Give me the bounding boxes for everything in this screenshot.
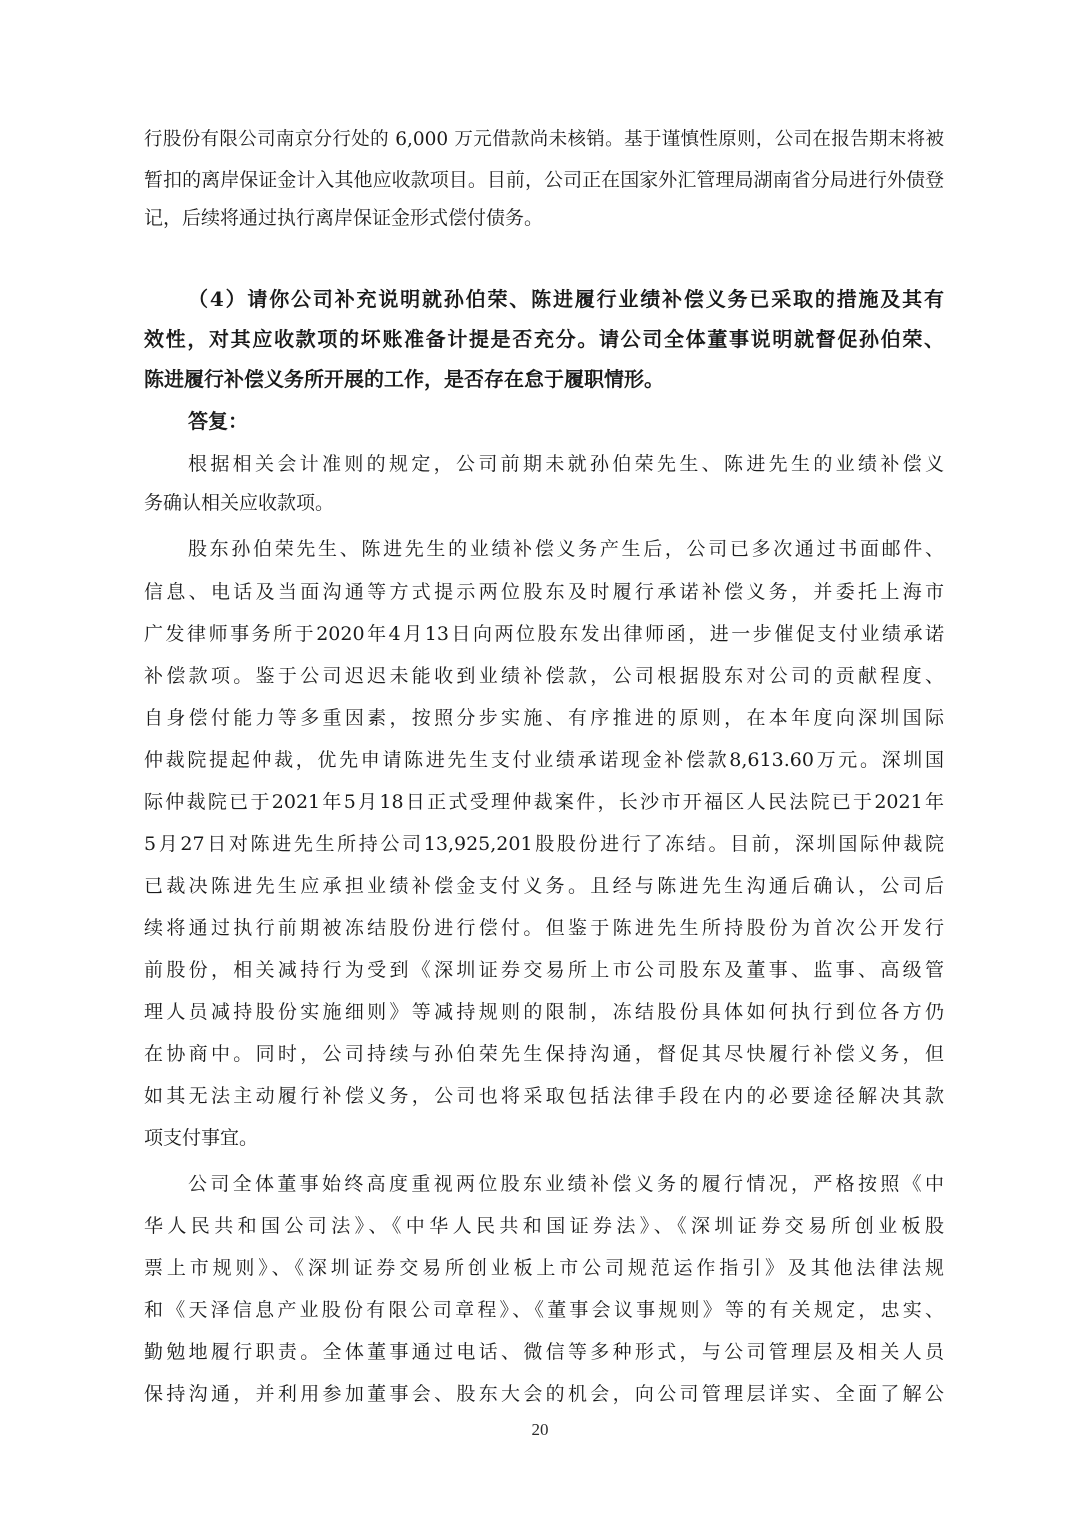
question-line-1: （4）请你公司补充说明就孙伯荣、陈进履行业绩补偿义务已采取的措施及其有 [188, 287, 944, 311]
paragraph-6-line-1: 公司全体董事始终高度重视两位股东业绩补偿义务的履行情况，严格按照《中 [188, 1173, 944, 1195]
paragraph-6-line-2: 华人民共和国公司法》、《中华人民共和国证券法》、《深圳证券交易所创业板股 [144, 1215, 944, 1237]
paragraph-5-line-12: 理人员减持股份实施细则》等减持规则的限制，冻结股份具体如何执行到位各方仍 [144, 1001, 944, 1023]
paragraph-5-line-2: 信息、电话及当面沟通等方式提示两位股东及时履行承诺补偿义务，并委托上海市 [144, 581, 944, 603]
paragraph-1-line-1: 行股份有限公司南京分行处的 6,000 万元借款尚未核销。基于谨慎性原则，公司在报告期末将被 [144, 129, 944, 150]
paragraph-1-line-3: 记，后续将通过执行离岸保证金形式偿付债务。 [144, 207, 544, 229]
paragraph-6-line-5: 勤勉地履行职责。全体董事通过电话、微信等多种形式，与公司管理层及相关人员 [144, 1341, 944, 1363]
paragraph-6-line-6: 保持沟通，并利用参加董事会、股东大会的机会，向公司管理层详实、全面了解公 [144, 1383, 944, 1405]
paragraph-4-line-2: 务确认相关应收款项。 [144, 492, 335, 514]
paragraph-5-line-8: 5月27日对陈进先生所持公司13,925,201股股份进行了冻结。目前，深圳国际仲裁院 [144, 833, 944, 855]
paragraph-5-line-5: 自身偿付能力等多重因素，按照分步实施、有序推进的原则，在本年度向深圳国际 [144, 707, 944, 729]
paragraph-6-line-4: 和《天泽信息产业股份有限公司章程》、《董事会议事规则》等的有关规定，忠实、 [144, 1299, 944, 1321]
page-number: 20 [531, 1420, 549, 1439]
question-line-3: 陈进履行补偿义务所开展的工作，是否存在怠于履职情形。 [144, 367, 664, 391]
paragraph-5-line-14: 如其无法主动履行补偿义务，公司也将采取包括法律手段在内的必要途径解决其款 [144, 1085, 944, 1107]
paragraph-5-line-3: 广发律师事务所于2020年4月13日向两位股东发出律师函，进一步催促支付业绩承诺 [144, 623, 944, 645]
paragraph-4-line-1: 根据相关会计准则的规定，公司前期未就孙伯荣先生、陈进先生的业绩补偿义 [188, 453, 944, 475]
paragraph-5-line-13: 在协商中。同时，公司持续与孙伯荣先生保持沟通，督促其尽快履行补偿义务，但 [144, 1043, 944, 1065]
paragraph-5-line-4: 补偿款项。鉴于公司迟迟未能收到业绩补偿款，公司根据股东对公司的贡献程度、 [144, 665, 944, 687]
paragraph-5-line-7: 际仲裁院已于2021年5月18日正式受理仲裁案件，长沙市开福区人民法院已于2021年 [144, 791, 944, 813]
question-line-2: 效性，对其应收款项的坏账准备计提是否充分。请公司全体董事说明就督促孙伯荣、 [144, 327, 944, 351]
paragraph-5-line-9: 已裁决陈进先生应承担业绩补偿金支付义务。且经与陈进先生沟通后确认，公司后 [144, 875, 944, 897]
paragraph-1-line-2: 暂扣的离岸保证金计入其他应收款项目。目前，公司正在国家外汇管理局湖南省分局进行外债登 [144, 169, 944, 191]
paragraph-5-line-11: 前股份，相关减持行为受到《深圳证券交易所上市公司股东及董事、监事、高级管 [144, 959, 944, 981]
paragraph-5-line-1: 股东孙伯荣先生、陈进先生的业绩补偿义务产生后，公司已多次通过书面邮件、 [188, 538, 944, 560]
answer-heading: 答复： [188, 409, 248, 433]
paragraph-5-line-15: 项支付事宜。 [144, 1127, 259, 1149]
paragraph-5-line-10: 续将通过执行前期被冻结股份进行偿付。但鉴于陈进先生所持股份为首次公开发行 [144, 917, 944, 939]
paragraph-6-line-3: 票上市规则》、《深圳证券交易所创业板上市公司规范运作指引》及其他法律法规 [144, 1257, 944, 1279]
paragraph-5-line-6: 仲裁院提起仲裁，优先申请陈进先生支付业绩承诺现金补偿款8,613.60万元。深圳国 [144, 749, 944, 771]
